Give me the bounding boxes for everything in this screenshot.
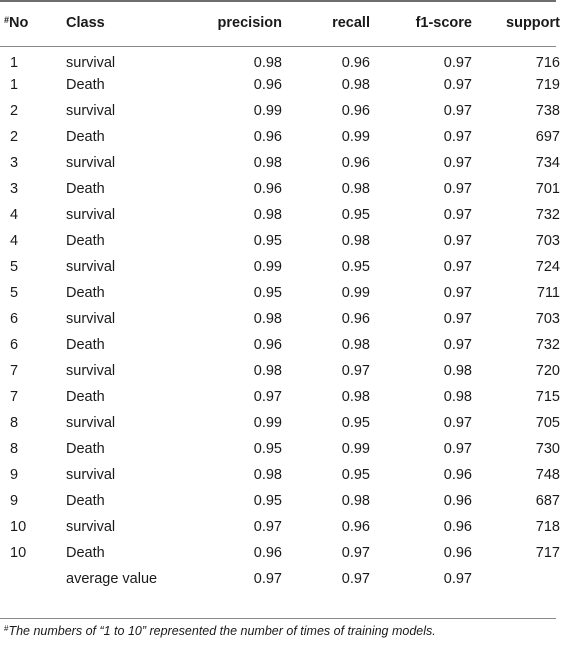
cell-f1-score: 0.97 xyxy=(443,233,472,249)
cell-recall: 0.99 xyxy=(341,129,370,145)
cell-precision: 0.95 xyxy=(253,493,282,509)
cell-class: Death xyxy=(66,441,105,457)
cell-recall: 0.95 xyxy=(341,467,370,483)
cell-recall: 0.96 xyxy=(341,155,370,171)
cell-precision: 0.96 xyxy=(253,545,282,561)
cell-precision: 0.98 xyxy=(253,155,282,171)
cell-precision: 0.97 xyxy=(253,571,282,587)
table-row xyxy=(0,410,572,436)
cell-no: 7 xyxy=(10,389,19,405)
cell-f1-score: 0.98 xyxy=(443,389,472,405)
cell-support: 734 xyxy=(535,155,560,171)
cell-no xyxy=(0,566,66,592)
cell-support: 732 xyxy=(535,337,560,353)
cell-no: 2 xyxy=(10,103,19,119)
table-row xyxy=(0,124,572,150)
cell-support: 730 xyxy=(535,441,560,457)
header-support: support xyxy=(506,15,560,31)
cell-class: Death xyxy=(66,337,105,353)
cell-no: 1 xyxy=(10,55,19,71)
cell-f1-score: 0.97 xyxy=(443,259,472,275)
cell-precision: 0.96 xyxy=(253,77,282,93)
cell-class: Death xyxy=(66,545,105,561)
cell-recall: 0.96 xyxy=(341,311,370,327)
cell-class: Death xyxy=(66,129,105,145)
cell-precision: 0.99 xyxy=(253,103,282,119)
cell-class: survival xyxy=(66,259,116,275)
cell-f1-score: 0.97 xyxy=(443,337,472,353)
cell-recall: 0.96 xyxy=(341,103,370,119)
cell-recall: 0.98 xyxy=(341,493,370,509)
table-row xyxy=(0,332,572,358)
cell-f1-score: 0.97 xyxy=(443,207,472,223)
cell-support: 724 xyxy=(535,259,560,275)
table-row xyxy=(0,98,572,124)
cell-precision: 0.98 xyxy=(253,207,282,223)
cell-precision: 0.99 xyxy=(253,415,282,431)
cell-support: 718 xyxy=(535,519,560,535)
table-body xyxy=(0,46,572,592)
cell-no: 9 xyxy=(10,467,19,483)
cell-precision: 0.96 xyxy=(253,129,282,145)
cell-no: 6 xyxy=(10,311,19,327)
table-row xyxy=(0,254,572,280)
cell-f1-score: 0.97 xyxy=(443,55,472,71)
cell-recall: 0.98 xyxy=(341,181,370,197)
cell-f1-score: 0.97 xyxy=(443,129,472,145)
cell-precision: 0.98 xyxy=(253,467,282,483)
cell-precision: 0.96 xyxy=(253,337,282,353)
cell-support: 711 xyxy=(536,285,560,301)
cell-support: 687 xyxy=(535,493,560,509)
cell-recall: 0.99 xyxy=(341,441,370,457)
cell-f1-score: 0.98 xyxy=(443,363,472,379)
table-row xyxy=(0,72,572,98)
cell-support: 703 xyxy=(535,233,560,249)
cell-no: 9 xyxy=(10,493,19,509)
header-no-mark: # xyxy=(4,15,10,25)
cell-support: 705 xyxy=(535,415,560,431)
cell-no: 1 xyxy=(10,77,19,93)
cell-f1-score: 0.97 xyxy=(443,571,472,587)
table-row xyxy=(0,566,572,592)
cell-support: 701 xyxy=(535,181,560,197)
cell-f1-score: 0.97 xyxy=(443,181,472,197)
table-row xyxy=(0,514,572,540)
cell-recall: 0.98 xyxy=(341,389,370,405)
cell-f1-score: 0.97 xyxy=(443,103,472,119)
table-row xyxy=(0,384,572,410)
cell-recall: 0.96 xyxy=(341,519,370,535)
cell-recall: 0.97 xyxy=(341,571,370,587)
cell-f1-score: 0.97 xyxy=(443,311,472,327)
cell-class: Death xyxy=(66,233,105,249)
cell-recall: 0.95 xyxy=(341,259,370,275)
cell-support: 703 xyxy=(535,311,560,327)
table-footnote xyxy=(4,624,436,638)
cell-precision: 0.96 xyxy=(253,181,282,197)
cell-f1-score: 0.97 xyxy=(443,77,472,93)
cell-class: average value xyxy=(66,571,158,587)
table-row xyxy=(0,280,572,306)
cell-recall: 0.98 xyxy=(341,233,370,249)
header-precision: precision xyxy=(217,15,282,31)
table-row xyxy=(0,306,572,332)
header-no xyxy=(0,0,66,46)
cell-class: Death xyxy=(66,493,105,509)
cell-class: survival xyxy=(66,363,116,379)
header-class: Class xyxy=(66,15,105,31)
cell-f1-score: 0.97 xyxy=(443,285,472,301)
cell-recall: 0.98 xyxy=(341,337,370,353)
cell-no: 3 xyxy=(10,181,19,197)
footnote-text: The numbers of “1 to 10” represented the number of times of training models. xyxy=(8,624,436,638)
cell-no: 4 xyxy=(10,233,19,249)
table-row xyxy=(0,228,572,254)
cell-recall: 0.95 xyxy=(341,415,370,431)
cell-precision: 0.95 xyxy=(253,441,282,457)
table-row xyxy=(0,462,572,488)
cell-precision: 0.95 xyxy=(253,285,282,301)
cell-class: survival xyxy=(66,311,116,327)
cell-support: 748 xyxy=(535,467,560,483)
cell-f1-score: 0.97 xyxy=(443,155,472,171)
cell-f1-score: 0.96 xyxy=(443,519,472,535)
cell-class: Death xyxy=(66,77,105,93)
cell-support: 738 xyxy=(535,103,560,119)
cell-support: 697 xyxy=(535,129,560,145)
cell-precision: 0.98 xyxy=(253,311,282,327)
cell-no: 5 xyxy=(10,259,19,275)
cell-f1-score: 0.97 xyxy=(443,415,472,431)
cell-support: 715 xyxy=(535,389,560,405)
cell-class: survival xyxy=(66,55,116,71)
footnote-mark: # xyxy=(4,624,9,633)
cell-no: 4 xyxy=(10,207,19,223)
cell-precision: 0.97 xyxy=(253,519,282,535)
cell-recall: 0.98 xyxy=(341,77,370,93)
cell-precision: 0.98 xyxy=(253,55,282,71)
cell-f1-score: 0.97 xyxy=(443,441,472,457)
cell-support: 732 xyxy=(535,207,560,223)
cell-recall: 0.95 xyxy=(341,207,370,223)
cell-no: 7 xyxy=(10,363,19,379)
table-row xyxy=(0,202,572,228)
cell-f1-score: 0.96 xyxy=(443,545,472,561)
cell-recall: 0.97 xyxy=(341,363,370,379)
cell-support xyxy=(472,566,572,592)
table-bottom-rule xyxy=(0,618,556,619)
header-recall: recall xyxy=(332,15,370,31)
cell-support: 719 xyxy=(535,77,560,93)
cell-class: survival xyxy=(66,415,116,431)
cell-class: Death xyxy=(66,285,105,301)
cell-recall: 0.99 xyxy=(341,285,370,301)
cell-support: 716 xyxy=(535,55,560,71)
table-row xyxy=(0,176,572,202)
cell-class: survival xyxy=(66,103,116,119)
cell-class: survival xyxy=(66,155,116,171)
cell-support: 717 xyxy=(535,545,560,561)
cell-recall: 0.97 xyxy=(341,545,370,561)
cell-precision: 0.99 xyxy=(253,259,282,275)
cell-class: Death xyxy=(66,389,105,405)
cell-precision: 0.98 xyxy=(253,363,282,379)
cell-no: 8 xyxy=(10,441,19,457)
table-row xyxy=(0,436,572,462)
cell-precision: 0.97 xyxy=(253,389,282,405)
header-f1-score: f1-score xyxy=(415,15,472,31)
cell-recall: 0.96 xyxy=(341,55,370,71)
cell-f1-score: 0.96 xyxy=(443,493,472,509)
cell-f1-score: 0.96 xyxy=(443,467,472,483)
cell-class: survival xyxy=(66,207,116,223)
cell-no: 2 xyxy=(10,129,19,145)
table-row xyxy=(0,46,572,72)
cell-no: 5 xyxy=(10,285,19,301)
cell-class: survival xyxy=(66,519,116,535)
cell-no: 8 xyxy=(10,415,19,431)
table-row xyxy=(0,488,572,514)
table-row xyxy=(0,358,572,384)
table-row xyxy=(0,150,572,176)
cell-precision: 0.95 xyxy=(253,233,282,249)
header-no-label: No xyxy=(9,15,29,31)
cell-no: 10 xyxy=(10,545,27,561)
cell-no: 6 xyxy=(10,337,19,353)
cell-class: Death xyxy=(66,181,105,197)
cell-support: 720 xyxy=(535,363,560,379)
table-row xyxy=(0,540,572,566)
table-header-row xyxy=(0,0,572,46)
cell-class: survival xyxy=(66,467,116,483)
cell-no: 10 xyxy=(10,519,27,535)
cell-no: 3 xyxy=(10,155,19,171)
